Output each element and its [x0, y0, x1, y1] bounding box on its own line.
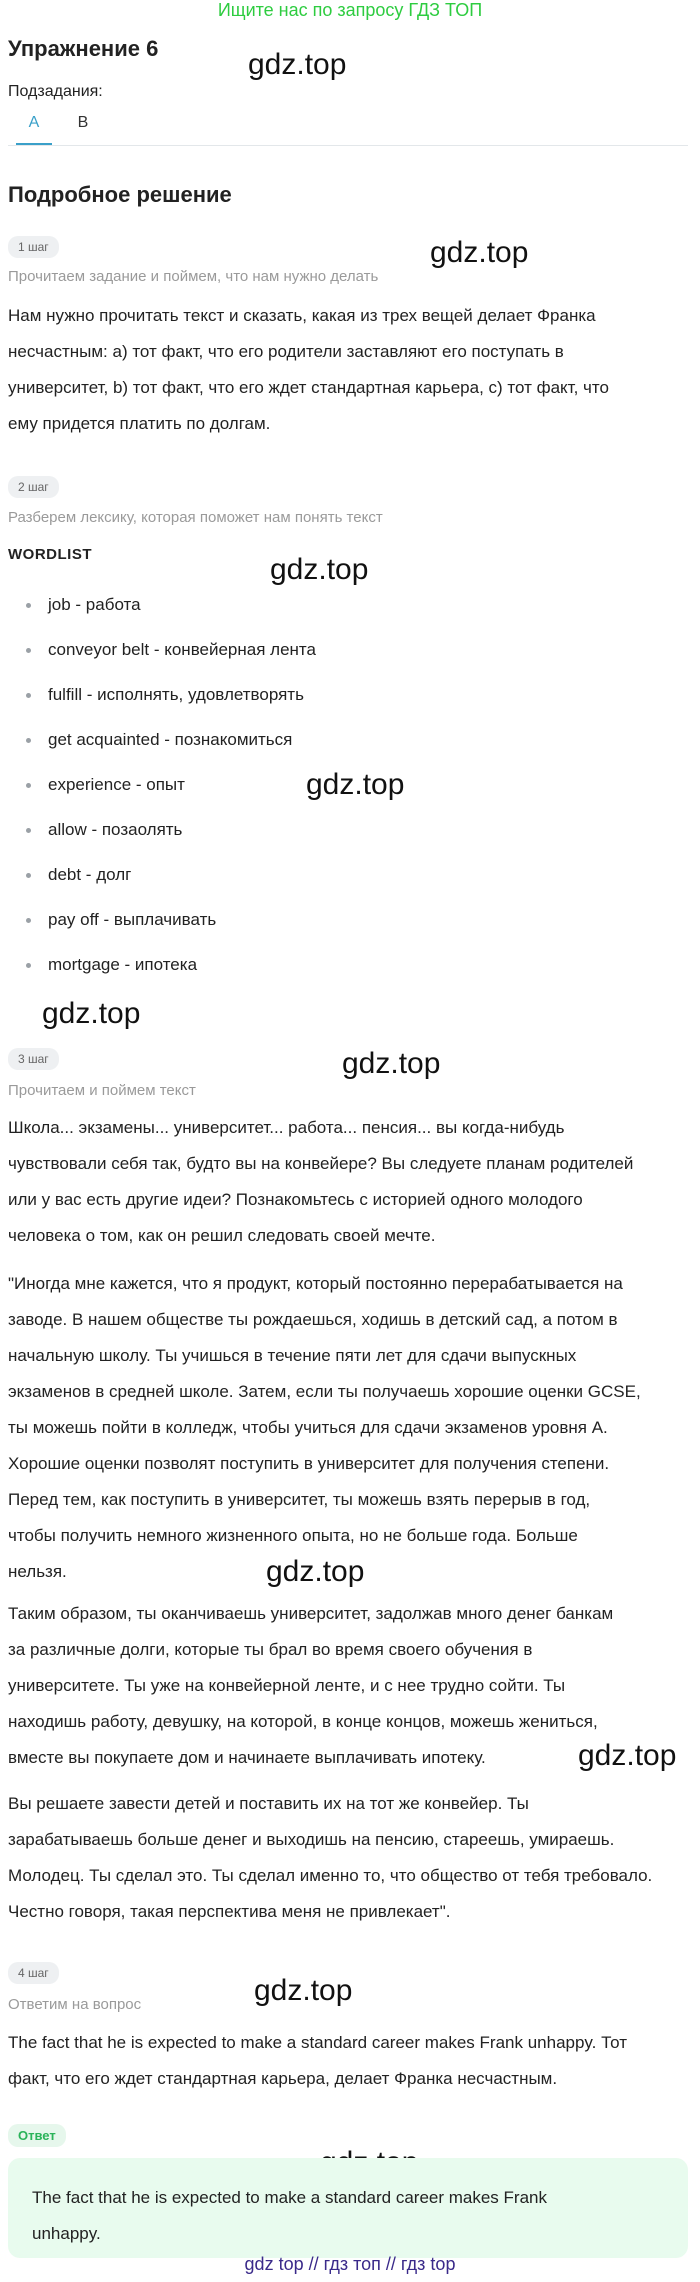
wordlist-title: WORDLIST: [8, 546, 92, 563]
step4-answer-text: The fact that he is expected to make a standard career makes Frank unhappy. Тот факт, что его ждет стандартная карьера, делает Франка несчастным.: [8, 2033, 628, 2088]
story-paragraph: Таким образом, ты оканчиваешь университет, задолжав много денег банкам за различные долги, которые ты брал во время своего обучения в университете. Ты уже на конвейерной ленте, и с нее трудно сойти. Ты находишь работу, девушку, на которой, в конце концов, можешь жениться, вместе вы покупаете дом и начинаете выплачивать ипотеку.: [8, 1604, 614, 1767]
step-badge: 2 шаг: [8, 476, 59, 498]
watermark: gdz.top: [430, 236, 529, 269]
answer-badge: Ответ: [8, 2124, 66, 2147]
watermark: gdz.top: [248, 48, 347, 81]
subtask-tabs: [8, 108, 688, 146]
list-item: debt - долг: [26, 860, 316, 905]
story-paragraph: Вы решаете завести детей и поставить их на тот же конвейер. Ты зарабатываешь больше денег и выходишь на пенсию, стареешь, умираешь. Молодец. Ты сделал это. Ты сделал именно то, что общество от тебя требовало. Честно говоря, такая перспектива меня не привлекает".: [8, 1794, 653, 1921]
list-item: get acquainted - познакомиться: [26, 725, 316, 770]
step1-text: Нам нужно прочитать текст и сказать, какая из трех вещей делает Франка несчастным: a) тот факт, что его родители заставляют его поступать в университет, b) тот факт, что его ждет стандартная карьера, c) тот факт, что ему придется платить по долгам.: [8, 306, 609, 433]
list-item: fulfill - исполнять, удовлетворять: [26, 680, 316, 725]
story-paragraph: "Иногда мне кажется, что я продукт, который постоянно перерабатывается на заводе. В нашем обществе ты рождаешься, ходишь в детский сад, а потом в начальную школу. Ты учишься в течение пяти лет для сдачи выпускных экзаменов в средней школе. Затем, если ты получаешь хорошие оценки GCSE, ты можешь пойти в колледж, чтобы учиться для сдачи экзаменов уровня А. Хорошие оценки позволят поступить в университет для получения степени. Перед тем, как поступить в университет, ты можешь взять перерыв в год, чтобы получить немного жизненного опыта, но не больше года. Больше нельзя.: [8, 1274, 641, 1581]
watermark: gdz.top: [578, 1739, 677, 1772]
answer-text: The fact that he is expected to make a standard career makes Frank unhappy.: [32, 2188, 547, 2243]
tab-a[interactable]: A: [16, 114, 52, 145]
list-item: experience - опыт: [26, 770, 316, 815]
step-caption: Прочитаем задание и поймем, что нам нужно делать: [8, 268, 379, 285]
list-item: job - работа: [26, 590, 316, 635]
list-item: pay off - выплачивать: [26, 905, 316, 950]
subtasks-label: Подзадания:: [8, 83, 103, 100]
watermark: gdz.top: [42, 997, 141, 1030]
list-item: mortgage - ипотека: [26, 950, 316, 995]
step-badge: 4 шаг: [8, 1962, 59, 1984]
step-badge: 1 шаг: [8, 236, 59, 258]
watermark: gdz.top: [306, 768, 405, 801]
footer-links: gdz top // гдз топ // гдз top: [244, 2254, 456, 2274]
step-caption: Разберем лексику, которая поможет нам понять текст: [8, 509, 383, 526]
watermark: gdz.top: [270, 553, 369, 586]
watermark: gdz.top: [266, 1555, 365, 1588]
page-title: Упражнение 6: [8, 36, 159, 61]
watermark: gdz.top: [254, 1974, 353, 2007]
solution-heading: Подробное решение: [8, 182, 232, 207]
wordlist: [26, 590, 316, 995]
tab-b[interactable]: B: [77, 114, 89, 131]
promo-banner: Ищите нас по запросу ГДЗ ТОП: [217, 0, 483, 20]
watermark: gdz.top: [342, 1047, 441, 1080]
step-caption: Прочитаем и поймем текст: [8, 1082, 196, 1099]
list-item: conveyor belt - конвейерная лента: [26, 635, 316, 680]
step-caption: Ответим на вопрос: [8, 1996, 142, 2013]
list-item: allow - позаолять: [26, 815, 316, 860]
story-paragraph: Школа... экзамены... университет... работа... пенсия... вы когда-нибудь чувствовали себя так, будто вы на конвейере? Вы следуете планам родителей или у вас есть другие идеи? Познакомьтесь с историей одного молодого человека о том, как он решил следовать своей мечте.: [8, 1118, 634, 1245]
step-badge: 3 шаг: [8, 1048, 59, 1070]
